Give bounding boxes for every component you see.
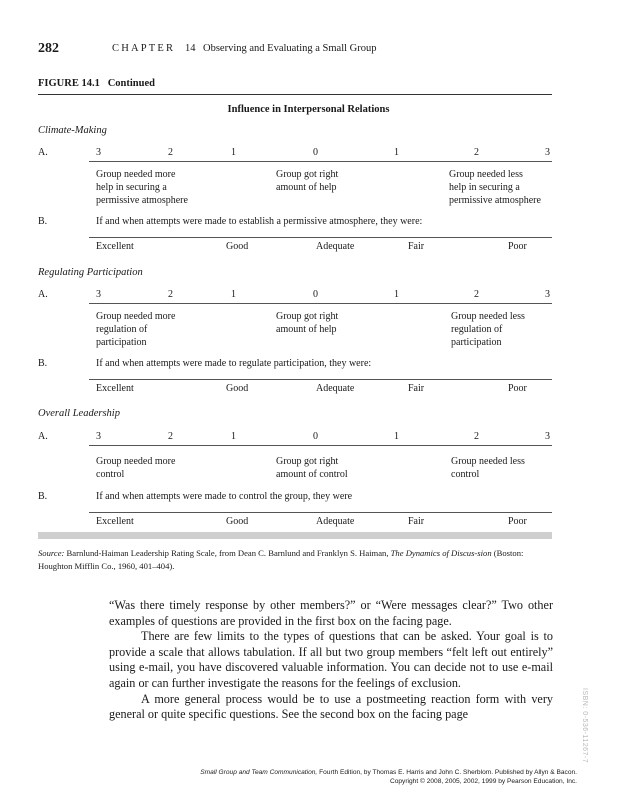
rating-option: Excellent bbox=[96, 383, 134, 394]
item-a-label: A. bbox=[38, 147, 48, 158]
desc-needed-less: Group needed less help in securing a permissive atmosphere bbox=[449, 169, 541, 206]
scale-rule bbox=[89, 445, 552, 446]
desc-needed-more: Group needed more regulation of participation bbox=[96, 311, 176, 348]
scale-number: 0 bbox=[313, 289, 318, 300]
body-paragraph: A more general process would be to use a postmeeting reaction form with very general or quite specific questions. See the second box on the facing page bbox=[109, 691, 553, 722]
desc-needed-more: Group needed more help in securing a permissive atmosphere bbox=[96, 169, 188, 206]
desc-right-amount: Group got right amount of help bbox=[276, 311, 339, 335]
body-text bbox=[109, 598, 553, 723]
scale-number: 3 bbox=[96, 289, 101, 300]
section-heading: Overall Leadership bbox=[38, 408, 120, 419]
rating-option: Poor bbox=[508, 241, 527, 252]
copyright-footer bbox=[200, 768, 577, 786]
scale-number: 1 bbox=[231, 431, 236, 442]
rating-option: Poor bbox=[508, 516, 527, 527]
scale-number: 2 bbox=[168, 147, 173, 158]
scale-rule bbox=[89, 303, 552, 304]
rating-rule bbox=[89, 237, 552, 238]
chapter-number: 14 bbox=[185, 43, 196, 54]
desc-right-amount: Group got right amount of help bbox=[276, 169, 339, 193]
rating-option: Poor bbox=[508, 383, 527, 394]
scale-number: 3 bbox=[545, 431, 550, 442]
question-text: If and when attempts were made to control the group, they were bbox=[96, 491, 353, 502]
rating-option: Fair bbox=[408, 516, 425, 527]
scale-number: 0 bbox=[313, 147, 318, 158]
isbn-watermark: ISBN: 0-536-11267-7 bbox=[581, 688, 588, 764]
scale-number: 1 bbox=[394, 147, 399, 158]
rating-rule bbox=[89, 379, 552, 380]
scale-number: 3 bbox=[96, 431, 101, 442]
section-heading: Regulating Participation bbox=[38, 267, 143, 278]
item-b-label: B. bbox=[38, 491, 48, 502]
rating-option: Fair bbox=[408, 241, 425, 252]
figure-title: Influence in Interpersonal Relations bbox=[227, 104, 390, 115]
item-b-label: B. bbox=[38, 216, 48, 227]
scale-number: 2 bbox=[168, 431, 173, 442]
section-heading: Climate-Making bbox=[38, 125, 107, 136]
rating-option: Good bbox=[226, 383, 249, 394]
scale-number: 2 bbox=[474, 289, 479, 300]
figure-label: FIGURE 14.1 Continued bbox=[38, 78, 155, 89]
desc-needed-more: Group needed more control bbox=[96, 456, 176, 480]
source-note: Source: Barnlund-Haiman Leadership Rating Scale, from Dean C. Barnlund and Franklyn S. Haiman, The Dynamics of Discus-sion (Boston: Houghton Mifflin Co., 1960, 401–404). bbox=[38, 548, 524, 571]
scale-rule bbox=[89, 161, 552, 162]
scale-number: 3 bbox=[545, 147, 550, 158]
item-b-label: B. bbox=[38, 358, 48, 369]
scale-number: 0 bbox=[313, 431, 318, 442]
scale-number: 3 bbox=[545, 289, 550, 300]
item-a-label: A. bbox=[38, 289, 48, 300]
rating-rule bbox=[89, 512, 552, 513]
page-number: 282 bbox=[38, 41, 59, 56]
rating-option: Adequate bbox=[316, 516, 355, 527]
rating-option: Adequate bbox=[316, 241, 355, 252]
item-a-label: A. bbox=[38, 431, 48, 442]
scale-number: 2 bbox=[474, 147, 479, 158]
scale-number: 1 bbox=[231, 147, 236, 158]
scale-number: 3 bbox=[96, 147, 101, 158]
rating-option: Excellent bbox=[96, 241, 134, 252]
scale-number: 1 bbox=[394, 289, 399, 300]
scale-number: 1 bbox=[394, 431, 399, 442]
rating-option: Excellent bbox=[96, 516, 134, 527]
footer-line-1: Small Group and Team Communication, Fourth Edition, by Thomas E. Harris and John C. Sherblom. Published by Allyn & Bacon. bbox=[200, 769, 577, 776]
rating-option: Adequate bbox=[316, 383, 355, 394]
body-paragraph: “Was there timely response by other members?” or “Were messages clear?” Two other examples of questions are provided in the first box on the facing page. bbox=[109, 598, 553, 628]
scale-number: 1 bbox=[231, 289, 236, 300]
figure-top-rule bbox=[38, 94, 552, 95]
rating-option: Fair bbox=[408, 383, 425, 394]
chapter-title: Observing and Evaluating a Small Group bbox=[203, 43, 377, 54]
rating-option: Good bbox=[226, 516, 249, 527]
figure-bottom-bar bbox=[38, 532, 552, 539]
question-text: If and when attempts were made to regulate participation, they were: bbox=[96, 358, 372, 369]
desc-right-amount: Group got right amount of control bbox=[276, 456, 348, 480]
footer-line-2: Copyright © 2008, 2005, 2002, 1999 by Pearson Education, Inc. bbox=[389, 778, 577, 785]
question-text: If and when attempts were made to establish a permissive atmosphere, they were: bbox=[96, 216, 423, 227]
chapter-word: CHAPTER bbox=[112, 43, 176, 54]
desc-needed-less: Group needed less control bbox=[451, 456, 525, 480]
scale-number: 2 bbox=[168, 289, 173, 300]
desc-needed-less: Group needed less regulation of participation bbox=[451, 311, 525, 348]
rating-option: Good bbox=[226, 241, 249, 252]
body-paragraph: There are few limits to the types of questions that can be asked. Your goal is to provide a scale that allows tabulation. If all but two group members “felt left out entirely” using e-mail, you have discovered valuable information. You can decide not to use e-mail again or can further investigate the reasons for the feelings of exclusion. bbox=[109, 629, 553, 690]
scale-number: 2 bbox=[474, 431, 479, 442]
